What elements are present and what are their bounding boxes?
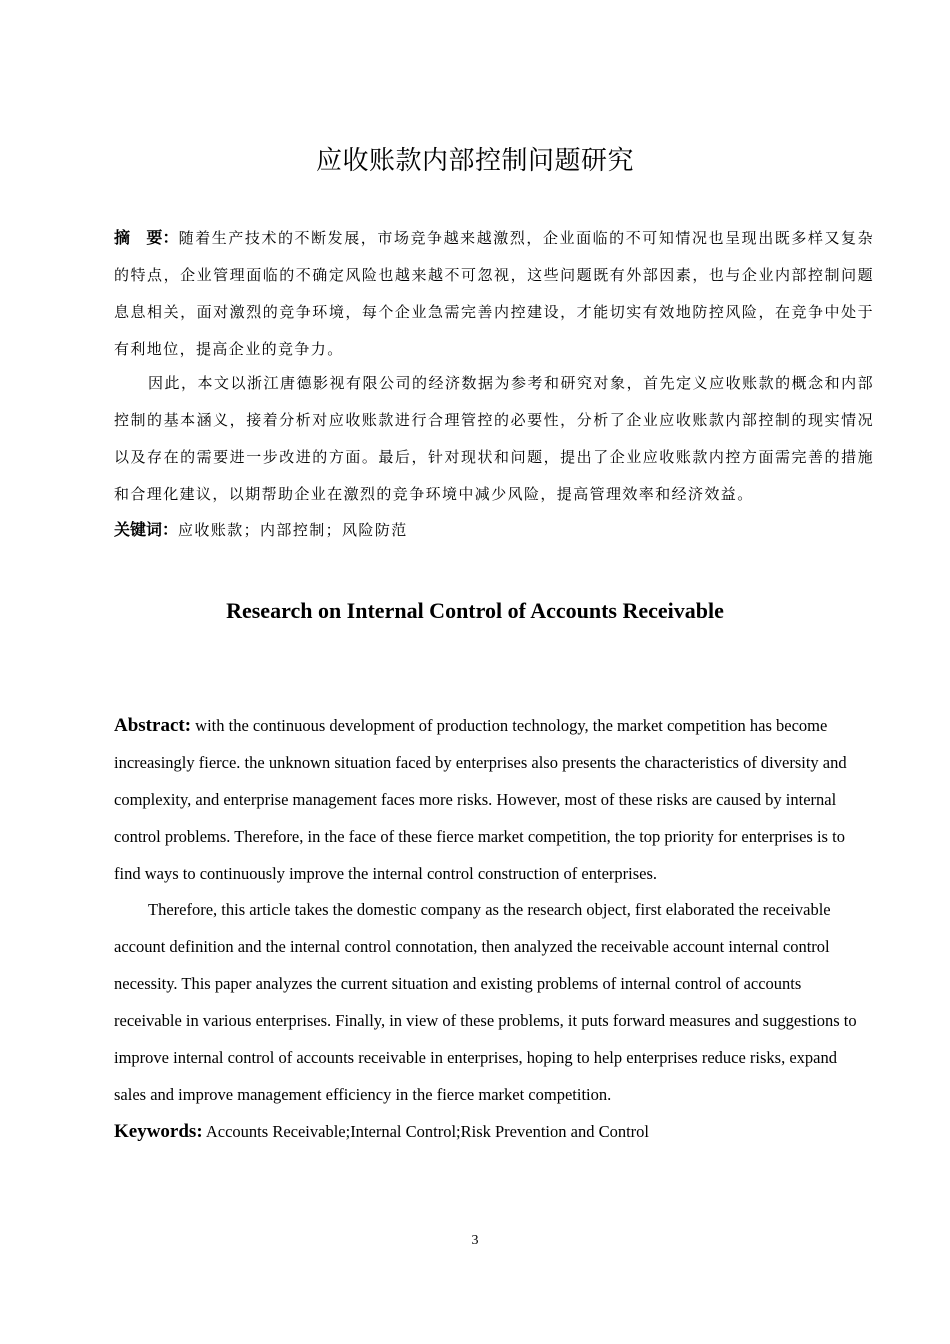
chinese-keywords	[114, 511, 874, 549]
english-abstract-label: Abstract:	[114, 715, 192, 736]
chinese-title: 应收账款内部控制问题研究	[315, 146, 634, 176]
english-abstract-paragraph-2: Therefore, this article takes the domestic company as the research object, first elaborated the receivable account definition and the internal control connotation, then analyzed the receivable account internal control necessity. This paper analyzes the current situation and existing problems of internal control of accounts receivable in various enterprises. Finally, in view of these problems, it puts forward measures and suggestions to improve internal control of accounts receivable in enterprises, hoping to help enterprises reduce risks, expand sales and improve management efficiency in the fierce market competition.	[114, 900, 857, 1104]
english-title: Research on Internal Control of Accounts Receivable	[226, 598, 724, 623]
english-keywords-text: Accounts Receivable;Internal Control;Risk Prevention and Control	[202, 1122, 649, 1141]
english-abstract-paragraph-1	[114, 707, 866, 892]
chinese-keywords-text: 应收账款；内部控制；风险防范	[178, 521, 408, 539]
english-abstract-text-1: with the continuous development of production technology, the market competition has become increasingly fierce. the unknown situation faced by enterprises also presents the characteristics of diversity and complexity, and enterprise management faces more risks. However, most of these risks are caused by internal control problems. Therefore, in the face of these fierce market competition, the top priority for enterprises is to find ways to continuously improve the internal control construction of enterprises.	[114, 716, 847, 883]
chinese-abstract-paragraph-2: 因此，本文以浙江唐德影视有限公司的经济数据为参考和研究对象，首先定义应收账款的概念和内部控制的基本涵义，接着分析对应收账款进行合理管控的必要性，分析了企业应收账款内部控制的现实情况以及存在的需要进一步改进的方面。最后，针对现状和问题，提出了企业应收账款内控方面需完善的措施和合理化建议，以期帮助企业在激烈的竞争环境中减少风险，提高管理效率和经济效益。	[114, 374, 874, 503]
chinese-abstract-text-1: 随着生产技术的不断发展，市场竞争越来越激烈，企业面临的不可知情况也呈现出既多样又复杂的特点，企业管理面临的不确定风险也越来越不可忽视，这些问题既有外部因素，也与企业内部控制问题息息相关，面对激烈的竞争环境，每个企业急需完善内控建设，才能切实有效地防控风险，在竞争中处于有利地位，提高企业的竞争力。	[114, 229, 874, 358]
english-keywords	[114, 1113, 866, 1150]
page-number: 3	[471, 1233, 479, 1248]
chinese-keywords-label: 关键词：	[114, 520, 179, 539]
chinese-abstract-paragraph-1	[114, 219, 874, 368]
chinese-abstract-label: 摘 要：	[114, 228, 179, 247]
english-keywords-label: Keywords:	[114, 1121, 203, 1142]
